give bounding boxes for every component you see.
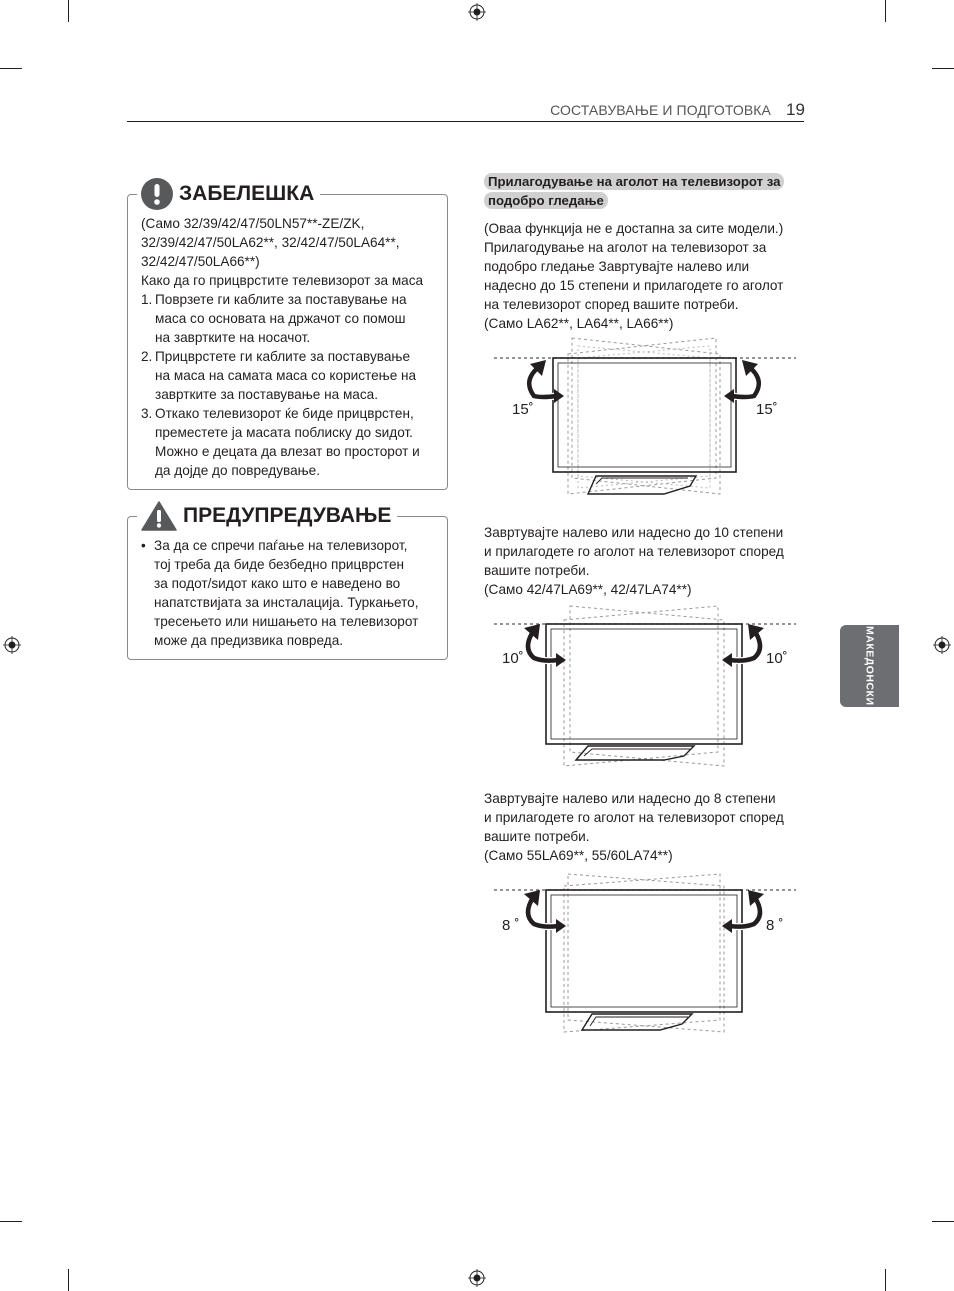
registration-mark-icon xyxy=(933,636,951,654)
step-number: 3. xyxy=(141,406,153,421)
registration-mark-icon xyxy=(3,636,21,654)
note-steps-list xyxy=(141,290,441,480)
crop-mark xyxy=(0,1221,22,1222)
tv-swivel-diagram-8 xyxy=(484,866,804,1036)
step-number: 2. xyxy=(141,349,153,364)
paragraph-line: вашите потреби. xyxy=(484,563,590,578)
header-divider xyxy=(127,121,804,122)
crop-mark xyxy=(932,1221,954,1222)
tv-swivel-diagram-10 xyxy=(484,600,804,770)
paragraph-line: (Оваа функција не е достапна за сите модели.) xyxy=(484,221,784,236)
warning-line: тресењето или нишањето на телевизорот xyxy=(154,614,419,629)
paragraph-line: (Само LA62**, LA64**, LA66**) xyxy=(484,316,674,331)
step-line: преместете ја масата поблиску до ѕидот. xyxy=(155,425,413,440)
warning-line: тој треба да биде безбедно прицврстен xyxy=(154,557,405,572)
paragraph-line: (Само 55LA69**, 55/60LA74**) xyxy=(484,848,673,863)
step-number: 1. xyxy=(141,292,153,307)
registration-mark-icon xyxy=(468,1269,486,1287)
warning-list xyxy=(141,536,441,650)
swivel-paragraph-8 xyxy=(484,789,804,865)
warning-box-body xyxy=(141,536,441,650)
note-step xyxy=(141,347,441,404)
warning-line: напатствијата за инсталација. Туркањето, xyxy=(154,595,419,610)
note-box-title xyxy=(137,178,320,210)
crop-mark xyxy=(0,68,22,69)
warning-title-text: ПРЕДУПРЕДУВАЊЕ xyxy=(183,504,392,527)
crop-mark xyxy=(885,1269,886,1291)
swivel-label-line: подобро гледање xyxy=(484,192,608,209)
angle-label-right-15: 15˚ xyxy=(756,401,778,418)
paragraph-line: и прилагодете го аголот на телевизорот според xyxy=(484,544,784,559)
section-header-title: СОСТАВУВАЊЕ И ПОДГОТОВКА xyxy=(550,102,771,118)
note-intro-line: 32/39/42/47/50LA62**, 32/42/47/50LA64**, xyxy=(141,235,400,250)
step-line: Прицврстете ги каблите за поставување xyxy=(155,349,411,364)
angle-label-right-8: 8 ˚ xyxy=(766,917,784,934)
note-intro-line: (Само 32/39/42/47/50LN57**-ZE/ZK, xyxy=(141,216,365,231)
crop-mark xyxy=(885,0,886,22)
paragraph-line: и прилагодете го аголот на телевизорот според xyxy=(484,810,784,825)
paragraph-line: вашите потреби. xyxy=(484,829,590,844)
paragraph-line: Завртувајте налево или надесно до 8 степени xyxy=(484,791,776,806)
note-intro-line: Како да го прицврстите телевизорот за маса xyxy=(141,273,424,288)
step-line: Можно е децата да влезат во просторот и xyxy=(155,444,420,459)
paragraph-line: подобро гледање Завртувајте налево или xyxy=(484,259,750,274)
warning-line: за подот/ѕидот како што е наведено во xyxy=(154,576,401,591)
step-line: завртките за поставување на маса. xyxy=(155,387,378,402)
warning-item xyxy=(141,536,441,650)
exclamation-circle-icon xyxy=(141,178,173,210)
warning-triangle-icon xyxy=(141,501,177,531)
step-line: на завртките на носачот. xyxy=(155,330,311,345)
note-title-text: ЗАБЕЛЕШКА xyxy=(179,182,315,205)
warning-box-title xyxy=(137,501,397,531)
swivel-label-line: Прилагодување на аголот на телевизорот за xyxy=(484,173,784,190)
language-side-tab xyxy=(840,625,899,707)
angle-label-left-10: 10˚ xyxy=(502,650,524,667)
step-line: на маса на самата маса со користење на xyxy=(155,368,417,383)
warning-line: може да предизвика повреда. xyxy=(154,633,344,648)
page-number: 19 xyxy=(786,100,805,119)
note-step xyxy=(141,404,441,480)
swivel-paragraph-15 xyxy=(484,219,804,333)
paragraph-line: Прилагодување на аголот на телевизорот за xyxy=(484,240,767,255)
step-line: да дојде до повредување. xyxy=(155,463,321,478)
language-tab-label: МАКЕДОНСКИ xyxy=(863,626,876,706)
step-line: Поврзете ги каблите за поставување на xyxy=(155,292,407,307)
crop-mark xyxy=(932,68,954,69)
step-line: маса со основата на држачот со помош xyxy=(155,311,406,326)
bullet: • xyxy=(141,538,146,553)
paragraph-line: (Само 42/47LA69**, 42/47LA74**) xyxy=(484,582,692,597)
crop-mark xyxy=(68,0,69,22)
registration-mark-icon xyxy=(468,3,486,21)
crop-mark xyxy=(68,1269,69,1291)
paragraph-line: на телевизорот според вашите потреби. xyxy=(484,297,739,312)
angle-label-left-15: 15˚ xyxy=(512,401,534,418)
angle-label-right-10: 10˚ xyxy=(766,650,788,667)
paragraph-line: Завртувајте налево или надесно до 10 степени xyxy=(484,525,784,540)
paragraph-line: надесно до 15 степени и прилагодете го аголот xyxy=(484,278,784,293)
swivel-section-label xyxy=(484,172,808,210)
warning-line: За да се спречи паѓање на телевизорот, xyxy=(154,538,408,553)
note-intro-line: 32/42/47/50LA66**) xyxy=(141,254,260,269)
swivel-paragraph-10 xyxy=(484,523,804,599)
note-step xyxy=(141,290,441,347)
note-box-body xyxy=(141,214,441,480)
step-line: Откако телевизорот ќе биде прицврстен, xyxy=(155,406,414,421)
angle-label-left-8: 8 ˚ xyxy=(502,917,520,934)
